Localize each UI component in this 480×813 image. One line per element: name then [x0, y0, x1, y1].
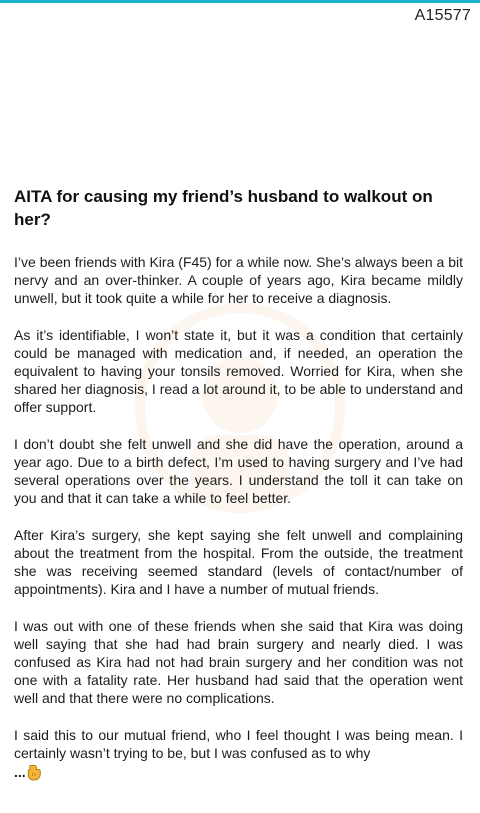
post-title: AITA for causing my friend’s husband to walkout on her? — [14, 187, 433, 229]
top-accent-bar — [0, 0, 480, 3]
read-more-button[interactable] — [14, 763, 42, 781]
paragraph-6 — [14, 726, 463, 781]
paragraph-6-text: I said this to our mutual friend, who I feel thought I was being mean. I certainly wasn’t trying to be, but I was confused as to why — [14, 727, 463, 761]
paragraph-3: I don’t doubt she felt unwell and she did have the operation, around a year ago. Due to a birth defect, I’m used to having surgery and I’ve had several operations over the years. I understand the toll it can take on you and that it can take a while to feel better. — [14, 436, 463, 506]
read-more-ellipsis: ... — [14, 764, 26, 781]
post-id: A15577 — [414, 7, 471, 24]
hand-pointing-down-icon — [27, 764, 42, 781]
paragraph-1: I’ve been friends with Kira (F45) for a while now. She’s always been a bit nervy and an over-thinker. A couple of years ago, Kira became mildly unwell, but it took quite a while for her to receive a diagnosis. — [14, 254, 463, 306]
post-body — [14, 253, 463, 781]
paragraph-4: After Kira’s surgery, she kept saying she felt unwell and complaining about the treatment from the hospital. From the outside, the treatment she was receiving seemed standard (levels of contact/number of appointments). Kira and I have a number of mutual friends. — [14, 527, 463, 597]
paragraph-5: I was out with one of these friends when she said that Kira was doing well saying that she had had brain surgery and nearly died. I was confused as Kira had not had brain surgery and her condition was not one with a fatality rate. Her husband had said that the operation went well and that there were no complications. — [14, 618, 463, 706]
paragraph-2: As it’s identifiable, I won’t state it, but it was a condition that certainly could be managed with medication and, if needed, an operation the equivalent to having your tonsils removed. Worried for Kira, when she shared her diagnosis, I read a lot around it, to be able to understand and offer support. — [14, 327, 463, 415]
